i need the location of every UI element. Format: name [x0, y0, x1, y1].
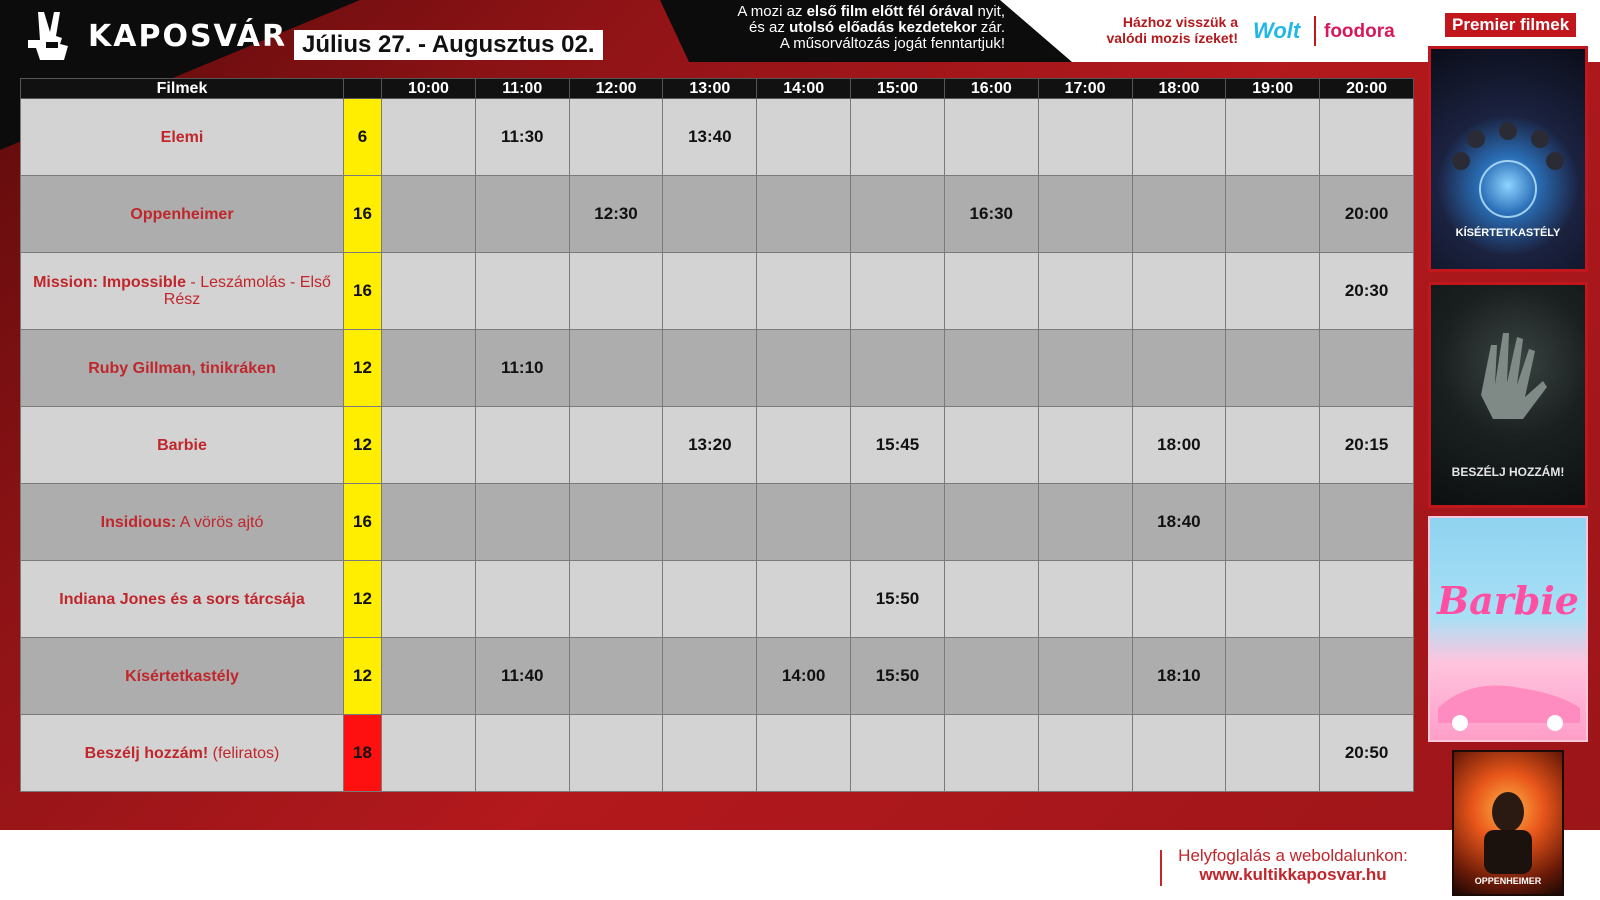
empty-time-cell: [382, 638, 476, 715]
empty-time-cell: [1226, 176, 1320, 253]
empty-time-cell: [851, 330, 945, 407]
table-row: [21, 253, 1414, 330]
showtime-cell[interactable]: 12:30: [569, 176, 663, 253]
empty-time-cell: [382, 253, 476, 330]
empty-time-cell: [663, 330, 757, 407]
age-rating-badge: 12: [344, 330, 382, 407]
empty-time-cell: [569, 99, 663, 176]
empty-time-cell: [1132, 561, 1226, 638]
column-header-films: Filmek: [21, 79, 344, 99]
booking-url[interactable]: www.kultikkaposvar.hu: [1199, 865, 1387, 884]
column-header-time: 10:00: [382, 79, 476, 99]
empty-time-cell: [1038, 715, 1132, 792]
showtime-cell[interactable]: 20:30: [1320, 253, 1414, 330]
showtime-cell[interactable]: 11:40: [475, 638, 569, 715]
showtime-cell[interactable]: 18:40: [1132, 484, 1226, 561]
column-header-time: 11:00: [475, 79, 569, 99]
empty-time-cell: [851, 176, 945, 253]
showtime-cell[interactable]: 18:10: [1132, 638, 1226, 715]
cinema-logo[interactable]: [24, 8, 287, 64]
showtime-cell[interactable]: 15:50: [851, 638, 945, 715]
empty-time-cell: [1132, 99, 1226, 176]
empty-time-cell: [569, 484, 663, 561]
empty-time-cell: [475, 253, 569, 330]
poster-beszelj-hozzam[interactable]: [1428, 282, 1588, 508]
empty-time-cell: [944, 407, 1038, 484]
age-rating-badge: 12: [344, 638, 382, 715]
empty-time-cell: [382, 99, 476, 176]
empty-time-cell: [1226, 484, 1320, 561]
empty-time-cell: [475, 484, 569, 561]
schedule-table: [20, 78, 1414, 792]
poster-kisertetkastely[interactable]: [1428, 46, 1588, 272]
film-title: Indiana Jones és a sors tárcsája: [59, 590, 305, 608]
empty-time-cell: [944, 561, 1038, 638]
empty-time-cell: [1320, 484, 1414, 561]
table-row: [21, 715, 1414, 792]
table-row: [21, 176, 1414, 253]
empty-time-cell: [757, 176, 851, 253]
empty-time-cell: [1038, 407, 1132, 484]
schedule-header-row: [21, 79, 1414, 99]
empty-time-cell: [569, 638, 663, 715]
film-title-cell[interactable]: [21, 561, 344, 638]
empty-time-cell: [944, 330, 1038, 407]
empty-time-cell: [1132, 253, 1226, 330]
showtime-cell[interactable]: 14:00: [757, 638, 851, 715]
empty-time-cell: [569, 330, 663, 407]
brand-divider: [1314, 16, 1316, 46]
opening-notice: A mozi az első film előtt fél órával nyit, és az utolsó előadás kezdetekor zár. A műsorváltozás jogát fenntartjuk!: [737, 3, 1005, 52]
empty-time-cell: [569, 407, 663, 484]
victory-hand-icon: [24, 8, 84, 64]
table-row: [21, 99, 1414, 176]
empty-time-cell: [663, 715, 757, 792]
empty-time-cell: [1038, 330, 1132, 407]
empty-time-cell: [663, 561, 757, 638]
film-title-cell[interactable]: [21, 330, 344, 407]
empty-time-cell: [1038, 99, 1132, 176]
car-icon: [1430, 518, 1586, 740]
film-subtitle: - Leszámolás - Első Rész: [163, 274, 331, 308]
film-title: Mission: Impossible: [33, 274, 186, 291]
empty-time-cell: [757, 561, 851, 638]
empty-time-cell: [851, 99, 945, 176]
film-title: Insidious:: [100, 513, 177, 531]
empty-time-cell: [1038, 561, 1132, 638]
empty-time-cell: [382, 407, 476, 484]
age-rating-badge: 6: [344, 99, 382, 176]
booking-info: [1168, 846, 1418, 884]
showtime-cell[interactable]: 11:10: [475, 330, 569, 407]
empty-time-cell: [663, 484, 757, 561]
empty-time-cell: [757, 99, 851, 176]
empty-time-cell: [663, 176, 757, 253]
table-row: [21, 638, 1414, 715]
empty-time-cell: [757, 484, 851, 561]
empty-time-cell: [944, 484, 1038, 561]
film-title-cell[interactable]: [21, 253, 344, 330]
empty-time-cell: [382, 715, 476, 792]
age-rating-badge: 18: [344, 715, 382, 792]
empty-time-cell: [757, 330, 851, 407]
empty-time-cell: [663, 253, 757, 330]
showtime-cell[interactable]: 15:50: [851, 561, 945, 638]
delivery-promo: Házhoz visszük a valódi mozis ízeket!: [1106, 14, 1238, 46]
film-subtitle: (feliratos): [208, 744, 280, 762]
film-title-cell[interactable]: [21, 715, 344, 792]
column-header-time: 16:00: [944, 79, 1038, 99]
column-header-time: 12:00: [569, 79, 663, 99]
empty-time-cell: [1320, 638, 1414, 715]
empty-time-cell: [475, 407, 569, 484]
film-title: Oppenheimer: [130, 205, 234, 223]
column-header-time: 18:00: [1132, 79, 1226, 99]
foodora-logo[interactable]: foodora: [1324, 21, 1395, 42]
empty-time-cell: [1038, 176, 1132, 253]
column-header-age: [344, 79, 382, 99]
empty-time-cell: [569, 561, 663, 638]
poster-barbie[interactable]: [1428, 516, 1588, 742]
empty-time-cell: [475, 715, 569, 792]
age-rating-badge: 16: [344, 253, 382, 330]
showtime-cell[interactable]: 20:15: [1320, 407, 1414, 484]
empty-time-cell: [1226, 638, 1320, 715]
film-title-cell[interactable]: [21, 484, 344, 561]
empty-time-cell: [1226, 407, 1320, 484]
column-header-time: 17:00: [1038, 79, 1132, 99]
empty-time-cell: [1132, 715, 1226, 792]
film-subtitle: A vörös ajtó: [176, 513, 264, 531]
portrait-icon: [1454, 752, 1562, 894]
empty-time-cell: [1132, 330, 1226, 407]
age-rating-badge: 12: [344, 561, 382, 638]
empty-time-cell: [851, 484, 945, 561]
empty-time-cell: [757, 253, 851, 330]
poster-title: Barbie: [1437, 578, 1579, 623]
poster-title: KÍSÉRTETKASTÉLY: [1455, 227, 1561, 239]
column-header-time: 19:00: [1226, 79, 1320, 99]
table-row: [21, 407, 1414, 484]
empty-time-cell: [851, 253, 945, 330]
date-range: Július 27. - Augusztus 02.: [294, 30, 603, 60]
booking-label: Helyfoglalás a weboldalunkon:: [1178, 846, 1408, 865]
column-header-time: 15:00: [851, 79, 945, 99]
empty-time-cell: [944, 715, 1038, 792]
empty-time-cell: [1320, 99, 1414, 176]
film-title: Barbie: [157, 436, 207, 454]
age-rating-badge: 12: [344, 407, 382, 484]
showtime-cell[interactable]: 13:40: [663, 99, 757, 176]
empty-time-cell: [944, 99, 1038, 176]
empty-time-cell: [1038, 253, 1132, 330]
empty-time-cell: [569, 715, 663, 792]
empty-time-cell: [1226, 561, 1320, 638]
empty-time-cell: [757, 715, 851, 792]
film-title-cell[interactable]: [21, 176, 344, 253]
empty-time-cell: [382, 484, 476, 561]
empty-time-cell: [1226, 715, 1320, 792]
empty-time-cell: [663, 638, 757, 715]
age-rating-badge: 16: [344, 176, 382, 253]
table-row: [21, 330, 1414, 407]
column-header-time: 20:00: [1320, 79, 1414, 99]
film-title-cell[interactable]: [21, 407, 344, 484]
empty-time-cell: [1038, 638, 1132, 715]
empty-time-cell: [944, 638, 1038, 715]
showtime-cell[interactable]: 16:30: [944, 176, 1038, 253]
showtime-cell[interactable]: 15:45: [851, 407, 945, 484]
film-title: Elemi: [160, 128, 204, 146]
footer-divider: [1160, 850, 1162, 886]
empty-time-cell: [1226, 330, 1320, 407]
showtime-cell[interactable]: 18:00: [1132, 407, 1226, 484]
empty-time-cell: [1226, 253, 1320, 330]
empty-time-cell: [1226, 99, 1320, 176]
empty-time-cell: [382, 330, 476, 407]
film-title: Beszélj hozzám!: [84, 744, 209, 762]
film-title-cell[interactable]: [21, 638, 344, 715]
empty-time-cell: [1132, 176, 1226, 253]
showtime-cell[interactable]: 20:00: [1320, 176, 1414, 253]
showtime-cell[interactable]: 11:30: [475, 99, 569, 176]
showtime-cell[interactable]: 13:20: [663, 407, 757, 484]
table-row: [21, 484, 1414, 561]
empty-time-cell: [851, 715, 945, 792]
empty-time-cell: [382, 561, 476, 638]
age-rating-badge: 16: [344, 484, 382, 561]
column-header-time: 14:00: [757, 79, 851, 99]
empty-time-cell: [475, 561, 569, 638]
premier-label: Premier filmek: [1444, 12, 1577, 38]
film-title-cell[interactable]: [21, 99, 344, 176]
table-row: [21, 561, 1414, 638]
film-title: Ruby Gillman, tinikráken: [88, 359, 276, 377]
empty-time-cell: [1320, 330, 1414, 407]
empty-time-cell: [1320, 561, 1414, 638]
poster-oppenheimer[interactable]: [1452, 750, 1564, 896]
column-header-time: 13:00: [663, 79, 757, 99]
showtime-cell[interactable]: 20:50: [1320, 715, 1414, 792]
poster-title: BESZÉLJ HOZZÁM!: [1451, 465, 1565, 479]
empty-time-cell: [475, 176, 569, 253]
empty-time-cell: [382, 176, 476, 253]
logo-text: KAPOSVÁR: [88, 18, 288, 54]
poster-title: OPPENHEIMER: [1474, 876, 1542, 886]
film-title: Kísértetkastély: [125, 667, 239, 685]
empty-time-cell: [1038, 484, 1132, 561]
empty-time-cell: [757, 407, 851, 484]
empty-time-cell: [569, 253, 663, 330]
wolt-logo[interactable]: Wolt: [1253, 18, 1301, 43]
empty-time-cell: [944, 253, 1038, 330]
